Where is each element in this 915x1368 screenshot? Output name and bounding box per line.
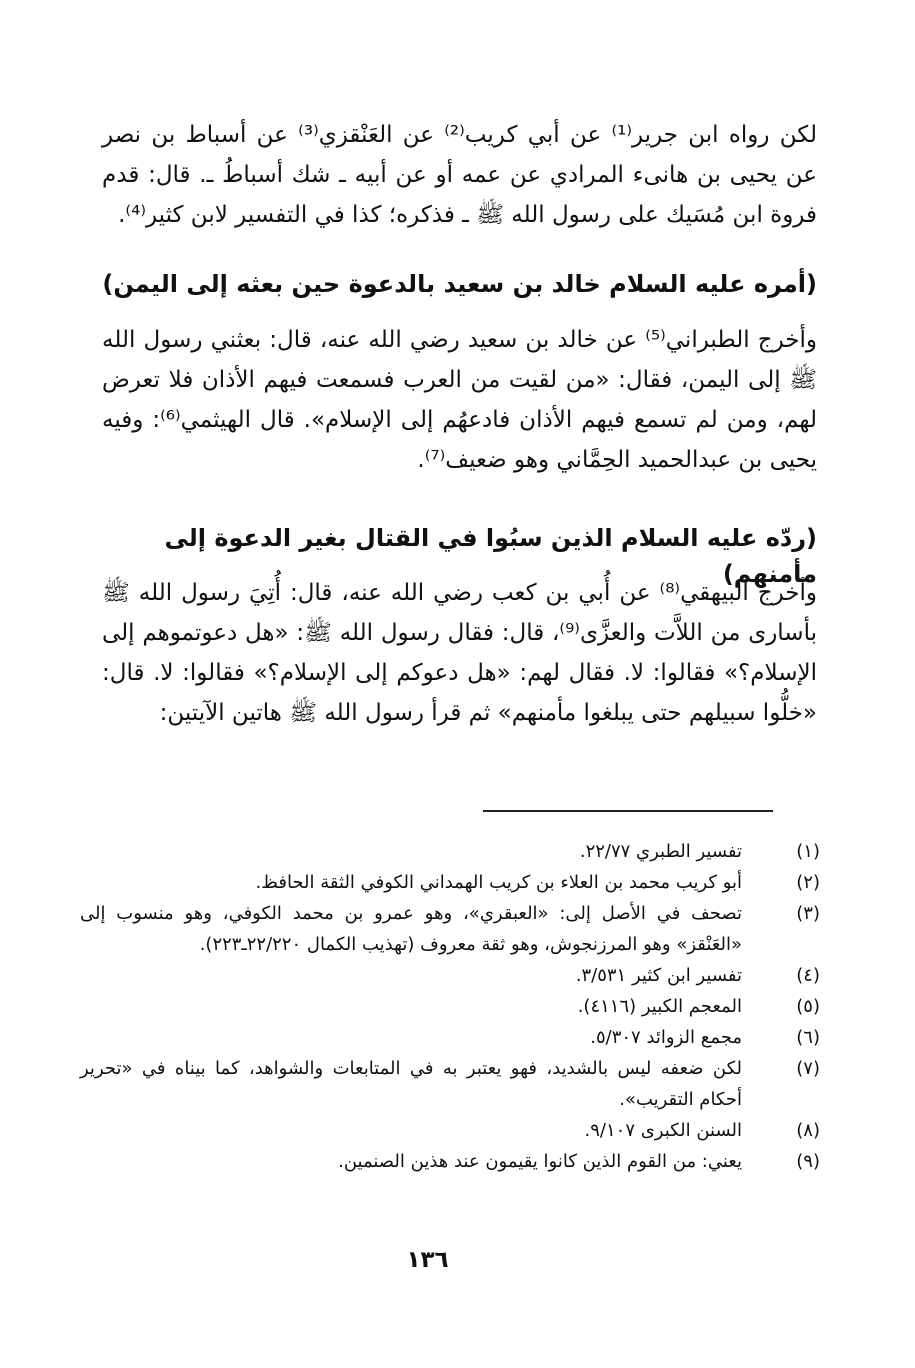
footnote-2 [80,867,820,898]
footnote-number: (٥) [796,996,820,1017]
page-number: ١٣٦ [406,1247,449,1273]
section-heading-2: (ردّه عليه السلام الذين سبُوا في القتال بغير الدعوة إلى مأمنهم) [164,524,817,588]
footnote-number: (٨) [796,1120,820,1141]
footnote-8 [80,1115,820,1146]
footnotes [80,836,820,1177]
footnote-6 [80,1022,820,1053]
footnote-1 [80,836,820,867]
footnote-text: المعجم الكبير (٤١١٦). [577,996,742,1017]
footnote-text: يعني: من القوم الذين كانوا يقيمون عند هذين الصنمين. [338,1151,742,1172]
section-heading-1: (أمره عليه السلام خالد بن سعيد بالدعوة حين بعثه إلى اليمن) [102,270,817,298]
paragraph-3: وأخرج البيهقي⁽⁸⁾ عن أُبي بن كعب رضي الله عنه، قال: أُتِيَ رسول الله ﷺ بأسارى من اللاَّت والعزَّى⁽⁹⁾، قال: فقال رسول الله ﷺ: «هل دعوتموهم إلى الإسلام؟» فقالوا: لا. فقال لهم: «هل دعوكم إلى الإسلام؟» فقالوا: لا. قال: «خلُّوا سبيلهم حتى يبلغوا مأمنهم» ثم قرأ رسول الله ﷺ هاتين الآيتين: [102,580,817,726]
footnote-3 [80,898,820,960]
footnote-text: تصحف في الأصل إلى: «العبقري»، وهو عمرو بن محمد الكوفي، وهو منسوب إلى «العَنْقز» وهو المرزنجوش، وهو ثقة معروف (تهذيب الكمال ٢٢/٢٢٠ـ٢٢٣). [80,903,742,955]
footnote-text: مجمع الزوائد ٥/٣٠٧. [590,1027,742,1048]
paragraph-2: وأخرج الطبراني⁽⁵⁾ عن خالد بن سعيد رضي الله عنه، قال: بعثني رسول الله ﷺ إلى اليمن، فقال: «من لقيت من العرب فسمعت فيهم الأذان فلا تعرض لهم، ومن لم تسمع فيهم الأذان فادعهُم إلى الإسلام». قال الهيثمي⁽⁶⁾: وفيه يحيى بن عبدالحميد الحِمَّاني وهو ضعيف⁽⁷⁾. [102,327,818,473]
footnote-text: أبو كريب محمد بن العلاء بن كريب الهمداني الكوفي الثقة الحافظ. [255,872,742,893]
footnote-text: تفسير الطبري ٢٢/٧٧. [579,841,742,862]
footnote-number: (١) [796,841,820,862]
footnote-7 [80,1053,820,1115]
footnote-number: (٣) [796,903,820,924]
paragraph-1: لكن رواه ابن جرير⁽¹⁾ عن أبي كريب⁽²⁾ عن العَنْقزي⁽³⁾ عن أسباط بن نصر عن يحيى بن هانىء المرادي عن عمه أو عن أبيه ـ شك أسباطُ ـ. قال: قدم فروة ابن مُسَيك على رسول الله ﷺ ـ فذكره؛ كذا في التفسير لابن كثير⁽⁴⁾. [102,122,817,228]
footnote-number: (٤) [796,965,820,986]
footnote-number: (٦) [796,1027,820,1048]
footnote-text: السنن الكبرى ٩/١٠٧. [584,1120,742,1141]
footnote-text: تفسير ابن كثير ٣/٥٣١. [575,965,742,986]
footnote-separator [483,810,773,812]
footnote-5 [80,991,820,1022]
footnote-number: (٢) [796,872,820,893]
footnote-9 [80,1146,820,1177]
footnote-number: (٧) [796,1058,820,1079]
footnote-text: لكن ضعفه ليس بالشديد، فهو يعتبر به في المتابعات والشواهد، كما بيناه في «تحرير أحكام التقريب». [80,1058,742,1110]
footnote-number: (٩) [796,1151,820,1172]
footnote-4 [80,960,820,991]
